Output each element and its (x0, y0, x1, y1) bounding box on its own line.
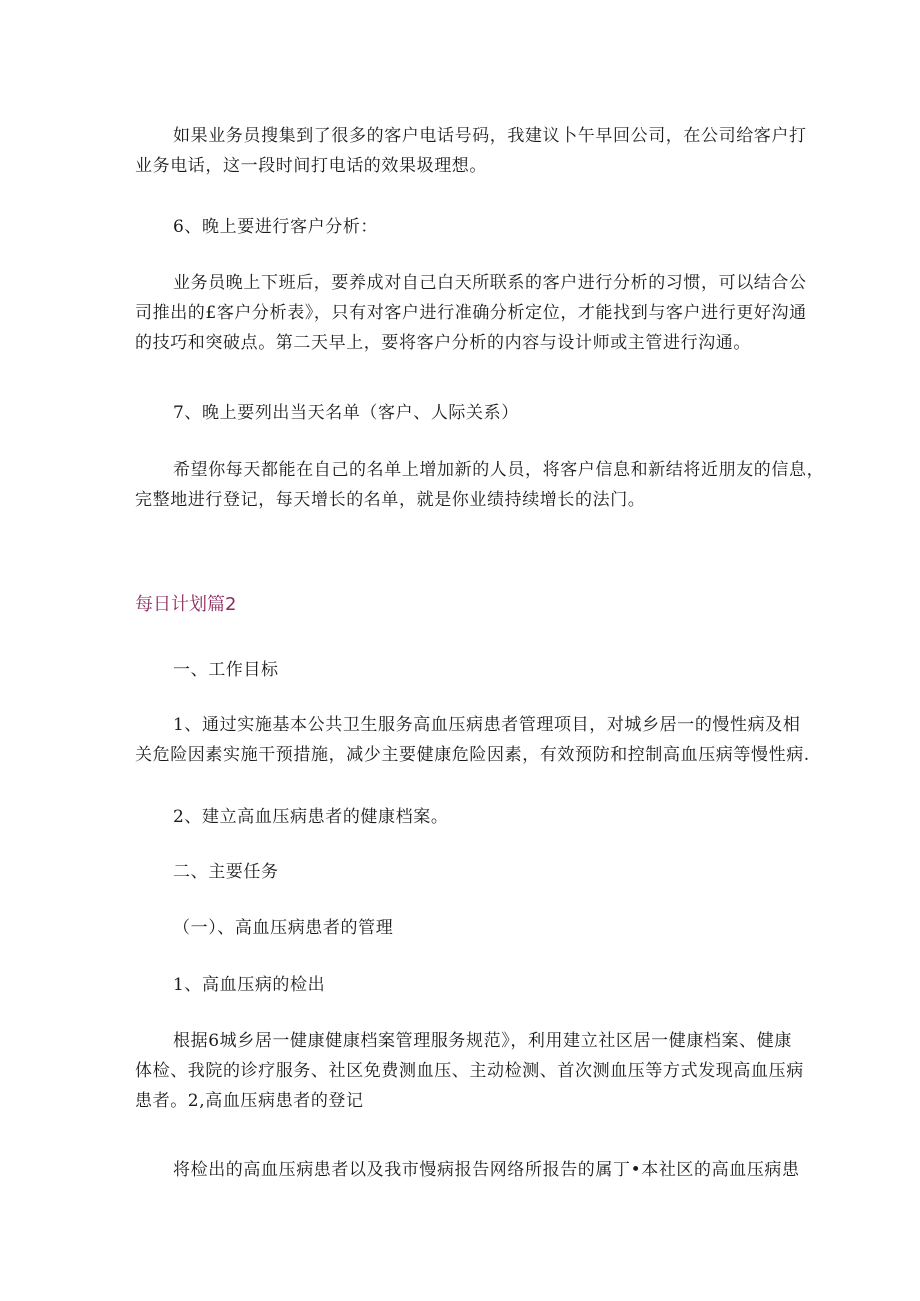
text-line: 业务员晚上下班后，要养成对自己白天所联系的客户进行分析的习惯，可以结合公 (173, 273, 807, 293)
text-line: 7、晚上要列出当天名单（客户、人际关系） (173, 403, 519, 423)
text-line: 司推出的£客户分析表》，只有对客户进行准确分析定位，才能找到与客户进行更好沟通 (135, 303, 807, 323)
text-line: 业务电话，这一段时间打电话的效果圾理想。 (135, 156, 487, 176)
paragraph-detection (135, 1026, 804, 1116)
paragraph-client-analysis (135, 268, 807, 358)
text-line: 1、高血压病的检出 (173, 975, 326, 995)
task-subtitle-1 (135, 913, 795, 943)
text-line: 希望你每天都能在自己的名单上增加新的人员，将客户信息和新结将近朋友的信息， (173, 460, 825, 480)
text-line: 6、晚上要进行客户分析： (173, 217, 379, 237)
text-line: 2、建立高血压病患者的健康档案。 (173, 807, 449, 827)
goal-item-2 (135, 802, 795, 832)
text-line: 根据6城乡居一健康健康档案管理服务规范》，利用建立社区居一健康档案、健康 (173, 1031, 792, 1051)
paragraph-name-list (135, 455, 825, 515)
task-item-1 (135, 970, 795, 1000)
text-line: 1、通过实施基本公共卫生服务高血压病患者管理项目，对城乡居一的慢性病及相 (173, 715, 801, 735)
list-item-6 (135, 212, 795, 242)
text-line: 患者。2,高血压病患者的登记 (135, 1091, 364, 1111)
text-line: 完整地进行登记，每天增长的名单，就是你业绩持续增长的法门。 (135, 490, 646, 510)
text-line: 如果业务员搜集到了很多的客户电话号码，我建议卜午早回公司，在公司给客户打 (173, 126, 807, 146)
task-title (135, 857, 795, 887)
text-line: 将检出的高血压病患者以及我市慢病报告网络所报告的属丁•本社区的高血压病患 (173, 1160, 800, 1180)
goal-item-1 (135, 710, 810, 770)
text-line: 的技巧和突破点。第二天早上，要将客户分析的内容与设计师或主管进行沟通。 (135, 333, 751, 353)
text-line: 二、主要任务 (173, 862, 279, 882)
text-line: 关危险因素实施干预措施，减少主要健康危险因素，有效预防和控制高血压病等慢性病. (135, 745, 810, 765)
paragraph-registration (135, 1155, 800, 1185)
paragraph-phone-advice (135, 121, 807, 181)
text-line: 体检、我院的诊疗服务、社区免费测血压、主动检测、首次测血压等方式发现高血压病 (135, 1061, 804, 1081)
list-item-7 (135, 398, 795, 428)
goal-title (135, 655, 795, 685)
text-line: 一、工作目标 (173, 660, 279, 680)
text-line: （一）、高血压病患者的管理 (173, 918, 394, 938)
section-heading: 每日计划篇2 (135, 594, 237, 615)
